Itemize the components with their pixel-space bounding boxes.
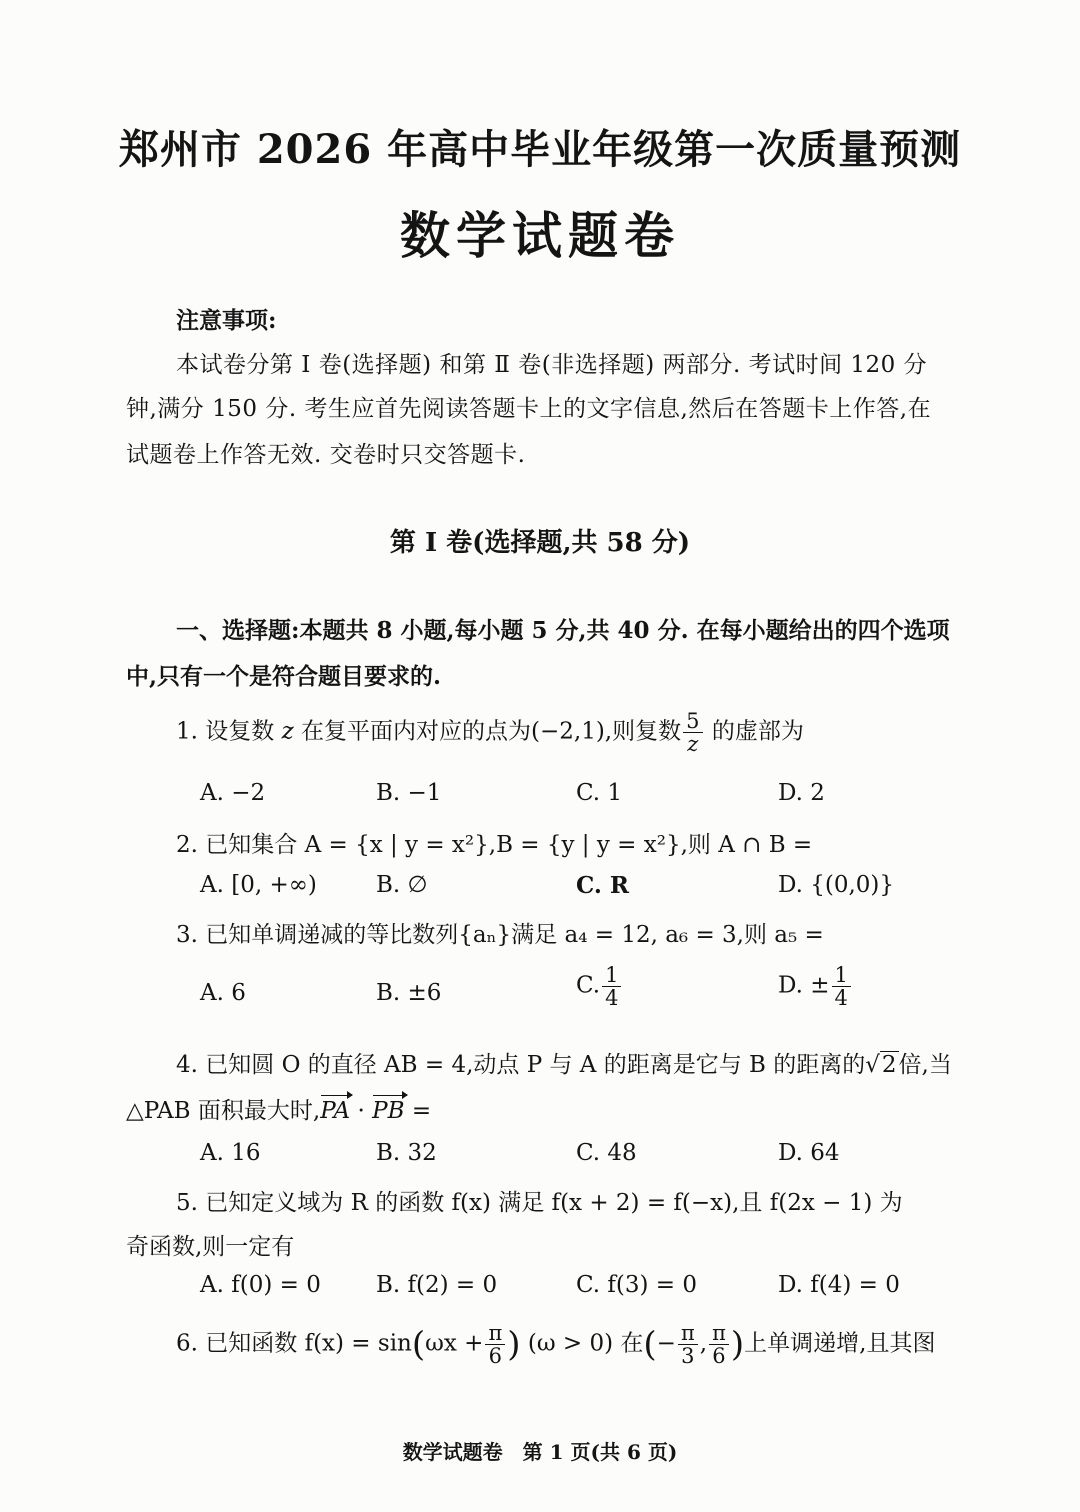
q6-frac2-den: 3: [681, 1344, 695, 1369]
q4-sqrt-val: 2: [881, 1052, 897, 1078]
question-1: [176, 710, 804, 755]
q3-option-d-label: D. ±: [778, 972, 830, 999]
q6-frac3-num: π: [709, 1322, 729, 1345]
q6-neg: −: [656, 1330, 676, 1357]
part-heading-line-2: 中,只有一个是符合题目要求的.: [126, 663, 442, 690]
exam-subtitle: 数学试题卷: [400, 206, 680, 265]
q1-fraction: [683, 710, 702, 755]
q6-right-paren: ): [507, 1324, 521, 1365]
q1-option-d: D. 2: [778, 780, 825, 806]
q1-option-c: C. 1: [576, 780, 623, 806]
question-6: [176, 1322, 935, 1367]
q3-option-c: [576, 964, 623, 1009]
q3-option-c-label: C.: [576, 972, 601, 999]
q1-option-a: A. −2: [200, 780, 266, 806]
q1-mid: 在复平面内对应的点为(−2,1),则复数: [301, 718, 682, 745]
q4-sqrt-sign: √: [865, 1052, 880, 1078]
q2-option-b: B. ∅: [376, 872, 428, 898]
q4-line2-post: =: [411, 1098, 432, 1124]
q6-frac3-den: 6: [712, 1344, 726, 1369]
question-5-line-2: 奇函数,则一定有: [126, 1234, 295, 1260]
q3-option-a: A. 6: [200, 980, 246, 1006]
q2-option-a: A. [0, +∞): [200, 872, 317, 898]
q4-line1-post: 倍,当: [898, 1052, 952, 1078]
q1-post: 的虚部为: [711, 718, 804, 745]
q3-d-frac-den: 4: [834, 986, 848, 1011]
q5-option-a: A. f(0) = 0: [200, 1272, 321, 1298]
q6-cond: (ω > 0) 在: [527, 1330, 644, 1357]
notice-line-1: 本试卷分第 Ⅰ 卷(选择题) 和第 Ⅱ 卷(非选择题) 两部分. 考试时间 120 分: [176, 352, 928, 378]
q6-interval-open: (: [643, 1324, 657, 1365]
q4-sqrt: [865, 1052, 898, 1078]
q5-option-d: D. f(4) = 0: [778, 1272, 900, 1298]
q2-option-d: D. {(0,0)}: [778, 872, 895, 898]
question-5-line-1: 5. 已知定义域为 R 的函数 f(x) 满足 f(x + 2) = f(−x),且 f(2x − 1) 为: [176, 1190, 903, 1216]
q4-line2-pre: △PAB 面积最大时,: [126, 1098, 321, 1124]
q6-left-paren: (: [411, 1324, 426, 1365]
q6-arg: ωx +: [425, 1330, 484, 1357]
q6-frac1-num: π: [485, 1322, 505, 1345]
notice-heading: 注意事项:: [176, 307, 277, 334]
q4-vector-pa: PA: [320, 1098, 351, 1124]
q5-option-b: B. f(2) = 0: [376, 1272, 498, 1298]
question-2: 2. 已知集合 A = {x | y = x²},B = {y | y = x²},则 A ∩ B =: [176, 832, 813, 858]
q3-c-frac-num: 1: [602, 964, 621, 987]
q6-post: 上单调递增,且其图: [744, 1330, 936, 1357]
q4-option-c: C. 48: [576, 1140, 637, 1166]
question-4-line-2: [126, 1092, 431, 1125]
notice-line-3: 试题卷上作答无效. 交卷时只交答题卡.: [126, 442, 526, 468]
q3-option-d: [778, 964, 853, 1009]
q4-option-b: B. 32: [376, 1140, 437, 1166]
q1-var: z: [281, 718, 294, 745]
q6-interval-close: ): [730, 1324, 745, 1365]
question-4-line-1: [176, 1046, 952, 1079]
q4-dot: ·: [357, 1098, 365, 1124]
q6-pi-over-6: [485, 1322, 505, 1367]
q4-vector-pb: PB: [372, 1098, 405, 1124]
q3-d-fraction: [832, 964, 851, 1009]
page-footer: 数学试题卷 第 1 页(共 6 页): [402, 1440, 678, 1464]
q6-pi-over-3: [678, 1322, 698, 1367]
q6-pi-over-6-b: [709, 1322, 729, 1367]
q6-comma: ,: [699, 1330, 708, 1357]
exam-title: 郑州市 2026 年高中毕业年级第一次质量预测: [118, 126, 962, 173]
question-3: 3. 已知单调递减的等比数列{aₙ}满足 a₄ = 12, a₆ = 3,则 a₅ =: [176, 922, 824, 948]
q4-option-d: D. 64: [778, 1140, 840, 1166]
notice-line-2: 钟,满分 150 分. 考生应首先阅读答题卡上的文字信息,然后在答题卡上作答,在: [126, 396, 932, 422]
q4-line1-pre: 4. 已知圆 O 的直径 AB = 4,动点 P 与 A 的距离是它与 B 的距离的: [176, 1052, 866, 1078]
q5-option-c: C. f(3) = 0: [576, 1272, 698, 1298]
q2-option-c: C. R: [576, 872, 630, 899]
q3-d-frac-num: 1: [832, 964, 851, 987]
section-title: 第 Ⅰ 卷(选择题,共 58 分): [389, 528, 691, 558]
q6-frac2-num: π: [678, 1322, 698, 1345]
q6-frac1-den: 6: [488, 1344, 503, 1369]
q1-frac-num: 5: [683, 710, 702, 733]
q3-option-b: B. ±6: [376, 980, 442, 1006]
part-heading-line-1: 一、选择题:本题共 8 小题,每小题 5 分,共 40 分. 在每小题给出的四个选项: [176, 617, 950, 644]
q1-frac-den: z: [687, 732, 699, 757]
q6-pre: 6. 已知函数 f(x) = sin: [176, 1330, 412, 1357]
q3-c-frac-den: 4: [605, 986, 619, 1011]
q1-option-b: B. −1: [376, 780, 442, 806]
q1-pre: 1. 设复数: [176, 718, 275, 745]
q4-option-a: A. 16: [200, 1140, 261, 1166]
q3-c-fraction: [602, 964, 621, 1009]
